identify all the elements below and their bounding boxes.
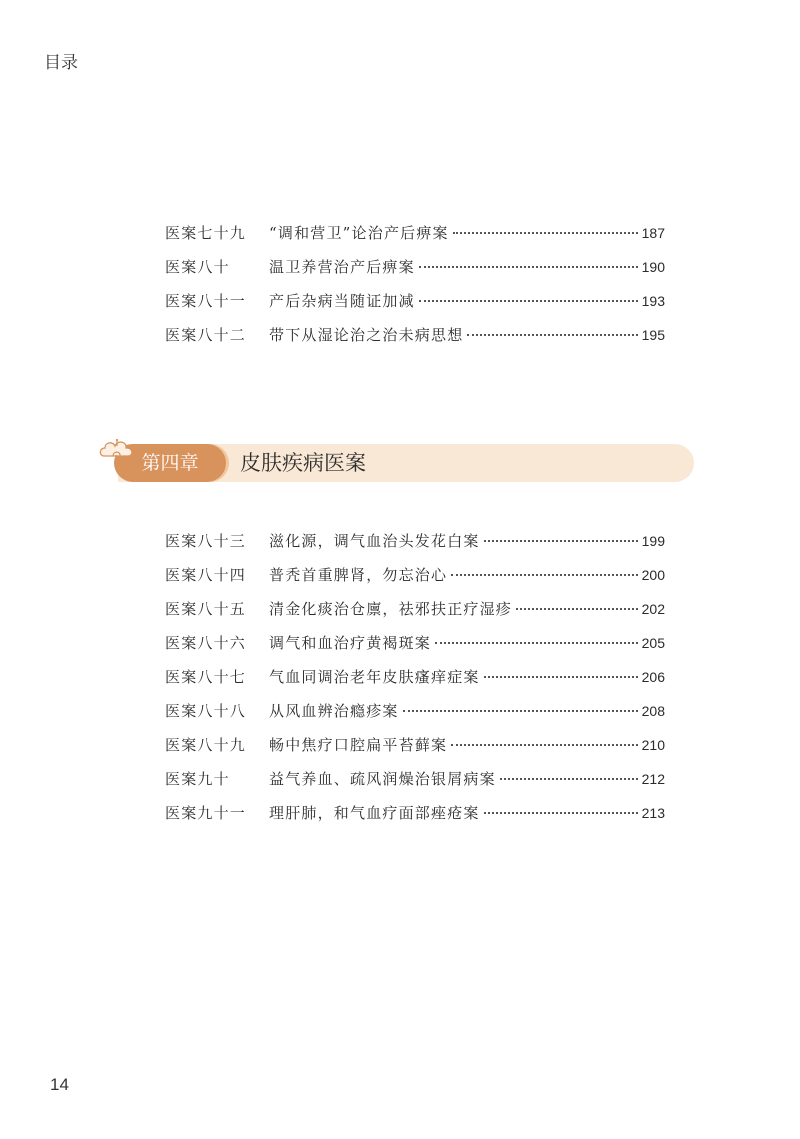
toc-case-number: 医案八十三: [165, 532, 247, 550]
toc-case-number: 医案七十九: [165, 224, 247, 242]
toc-entry-title: 滋化源，调气血治头发花白案: [269, 532, 480, 550]
toc-case-number: 医案八十八: [165, 702, 247, 720]
toc-page-number: 205: [641, 635, 665, 651]
dot-leader: [403, 710, 638, 712]
toc-entry-title: 调气和血治疗黄褐斑案: [269, 634, 432, 652]
toc-case-number: 医案九十一: [165, 804, 247, 822]
toc-entry-title: 从风血辨治瘾疹案: [269, 702, 399, 720]
auspicious-cloud-icon: [98, 436, 136, 464]
toc-page-number: 199: [641, 533, 665, 549]
toc-entry[interactable]: [165, 768, 665, 802]
toc-page-number: 210: [641, 737, 665, 753]
dot-leader: [453, 232, 638, 234]
toc-page-number: 208: [641, 703, 665, 719]
toc-entry[interactable]: [165, 530, 665, 564]
toc-entry-title: 气血同调治老年皮肤瘙痒症案: [269, 668, 480, 686]
dot-leader: [500, 778, 638, 780]
toc-entry[interactable]: [165, 666, 665, 700]
toc-entry[interactable]: [165, 632, 665, 666]
dot-leader: [451, 744, 637, 746]
dot-leader: [484, 540, 638, 542]
dot-leader: [516, 608, 638, 610]
toc-page-number: 213: [641, 805, 665, 821]
toc-page-number: 195: [641, 327, 665, 343]
toc-case-number: 医案八十: [165, 258, 230, 276]
dot-leader: [484, 812, 638, 814]
toc-entry-title: 益气养血、疏风润燥治银屑病案: [269, 770, 496, 788]
toc-case-number: 医案八十一: [165, 292, 247, 310]
toc-case-number: 医案八十二: [165, 326, 247, 344]
toc-case-number: 医案九十: [165, 770, 230, 788]
toc-entry-title: 温卫养营治产后痹案: [269, 258, 415, 276]
toc-entry[interactable]: [165, 290, 665, 324]
dot-leader: [419, 300, 638, 302]
toc-page-number: 202: [641, 601, 665, 617]
toc-case-number: 医案八十六: [165, 634, 247, 652]
toc-entry-title: 清金化痰治仓廪，祛邪扶正疗湿疹: [269, 600, 513, 618]
toc-list-top: [165, 222, 665, 358]
toc-entry[interactable]: [165, 222, 665, 256]
dot-leader: [451, 574, 637, 576]
toc-entry-title: 理肝肺，和气血疗面部痤疮案: [269, 804, 480, 822]
toc-list-bottom: [165, 530, 665, 836]
toc-entry[interactable]: [165, 564, 665, 598]
toc-entry[interactable]: [165, 734, 665, 768]
toc-case-number: 医案八十五: [165, 600, 247, 618]
toc-case-number: 医案八十四: [165, 566, 247, 584]
toc-entry-title: 带下从湿论治之治未病思想: [269, 326, 464, 344]
toc-entry-title: 普秃首重脾肾，勿忘治心: [269, 566, 448, 584]
dot-leader: [419, 266, 638, 268]
page-number: 14: [50, 1075, 69, 1094]
toc-case-number: 医案八十七: [165, 668, 247, 686]
toc-entry-title: 产后杂病当随证加减: [269, 292, 415, 310]
toc-entry[interactable]: [165, 324, 665, 358]
toc-entry[interactable]: [165, 700, 665, 734]
toc-entry[interactable]: [165, 802, 665, 836]
dot-leader: [484, 676, 638, 678]
chapter-number-badge: 第四章: [114, 444, 226, 482]
toc-page-number: 187: [641, 225, 665, 241]
toc-entry-title: “调和营卫”论治产后痹案: [269, 224, 449, 242]
chapter-heading[interactable]: [98, 436, 694, 486]
toc-page-number: 206: [641, 669, 665, 685]
toc-page-number: 193: [641, 293, 665, 309]
dot-leader: [435, 642, 638, 644]
chapter-title: 皮肤疾病医案: [240, 451, 366, 475]
toc-page-number: 190: [641, 259, 665, 275]
running-head: 目录: [44, 53, 78, 73]
toc-entry[interactable]: [165, 598, 665, 632]
dot-leader: [467, 334, 637, 336]
toc-case-number: 医案八十九: [165, 736, 247, 754]
toc-entry[interactable]: [165, 256, 665, 290]
toc-page-number: 212: [641, 771, 665, 787]
toc-page-number: 200: [641, 567, 665, 583]
toc-entry-title: 畅中焦疗口腔扁平苔藓案: [269, 736, 448, 754]
